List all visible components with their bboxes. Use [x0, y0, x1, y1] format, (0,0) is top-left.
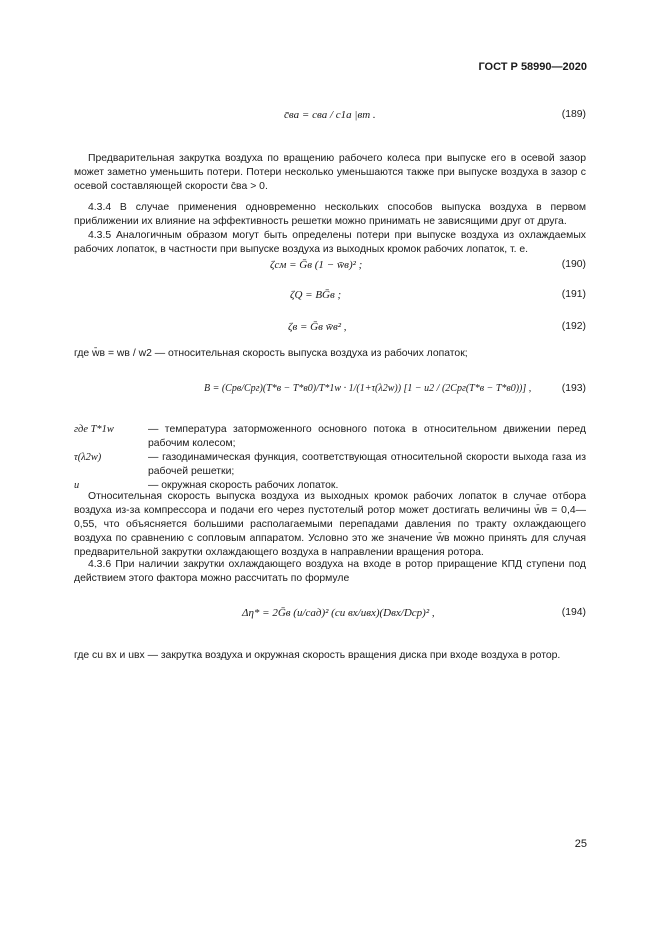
definition-text: — температура заторможенного основного потока в относительном движении перед рабочим колесом; — [148, 424, 586, 449]
equation-189 — [74, 108, 586, 132]
paragraph-4-3-6: 4.3.6 При наличии закрутки охлаждающего воздуха на входе в ротор приращение КПД ступени под действием этого фактора можно рассчитать по формуле — [74, 559, 586, 584]
equation-194-formula: Δη* = 2Ḡв (u/cад)² (cu вх/uвх)(Dвх/Dср)² , — [242, 607, 435, 619]
equation-192-number: (192) — [561, 321, 586, 332]
definition-symbol: u — [74, 480, 80, 491]
definition-row — [74, 423, 586, 451]
paragraph-relative-velocity: Относительная скорость выпуска воздуха из выходных кромок рабочих лопаток в случае отбора воздуха из-за компрессора и подачи его через пустотелый ротор может достигать величины w̄в = 0,4—0,55, что объясняется большими располагаемыми перепадами давления по тракту охлаждающего воздуха по сравнению с сопловым аппаратом. Условно это же значение w̄в можно принять для случая предварительной закрутки охлаждающего воздуха в направлении вращения ротора. — [74, 491, 586, 558]
equation-194 — [74, 606, 586, 630]
equation-189-formula: c̄вa = cвa / c1a |вт . — [284, 109, 376, 121]
equation-190-number: (190) — [561, 259, 586, 270]
paragraph-4-3-5: 4.3.5 Аналогичным образом могут быть определены потери при выпуске воздуха из охлаждаемых рабочих лопаток, в частности при выпуске воздуха из выходных кромок рабочих лопаток, т. е. — [74, 230, 586, 255]
definition-text: — окружная скорость рабочих лопаток. — [148, 480, 339, 491]
standard-header: ГОСТ Р 58990—2020 — [478, 61, 587, 73]
equation-193-number: (193) — [561, 383, 586, 394]
equation-193 — [74, 382, 586, 406]
equation-193-formula: B = (Cрв/Cрг)(T*в − T*в0)/T*1w · 1/(1+τ(λ2w)) [1 − u2 / (2Cрг(T*в − T*в0))] , — [204, 383, 532, 394]
equation-192 — [74, 320, 586, 344]
equation-190 — [74, 258, 586, 282]
page-number: 25 — [574, 838, 587, 850]
where-relative-velocity: где w̄в = wв / w2 — относительная скорость выпуска воздуха из рабочих лопаток; — [74, 348, 468, 359]
definition-symbol: где T*1w — [74, 424, 114, 435]
where-swirl: где cu вх и uвх — закрутка воздуха и окружная скорость вращения диска при входе воздуха в ротор. — [74, 650, 561, 661]
equation-191 — [74, 288, 586, 312]
equation-189-number: (189) — [561, 109, 586, 120]
paragraph-4-3-4: 4.3.4 В случае применения одновременно нескольких способов выпуска воздуха в первом приближении их влияние на эффективность решетки можно принимать не зависящими друг от друга. — [74, 202, 586, 227]
equation-190-formula: ζсм = Ḡв (1 − w̄в)² ; — [270, 259, 363, 271]
definition-row — [74, 451, 586, 479]
definition-symbol: τ(λ2w) — [74, 452, 102, 463]
definitions-list — [74, 423, 586, 493]
paragraph-pre-swirl: Предварительная закрутка воздуха по вращению рабочего колеса при выпуске его в осевой зазор может заметно уменьшить потери. Потери несколько уменьшаются также при выпуске воздуха в зазор с осевой составляющей скорости c̄вa > 0. — [74, 153, 586, 192]
equation-192-formula: ζв = Ḡв w̄в² , — [288, 321, 347, 333]
equation-194-number: (194) — [561, 607, 586, 618]
equation-191-number: (191) — [561, 289, 586, 300]
definition-text: — газодинамическая функция, соответствующая относительной скорости выхода газа из рабочей решетки; — [148, 452, 586, 477]
equation-191-formula: ζQ = BḠв ; — [290, 289, 342, 301]
